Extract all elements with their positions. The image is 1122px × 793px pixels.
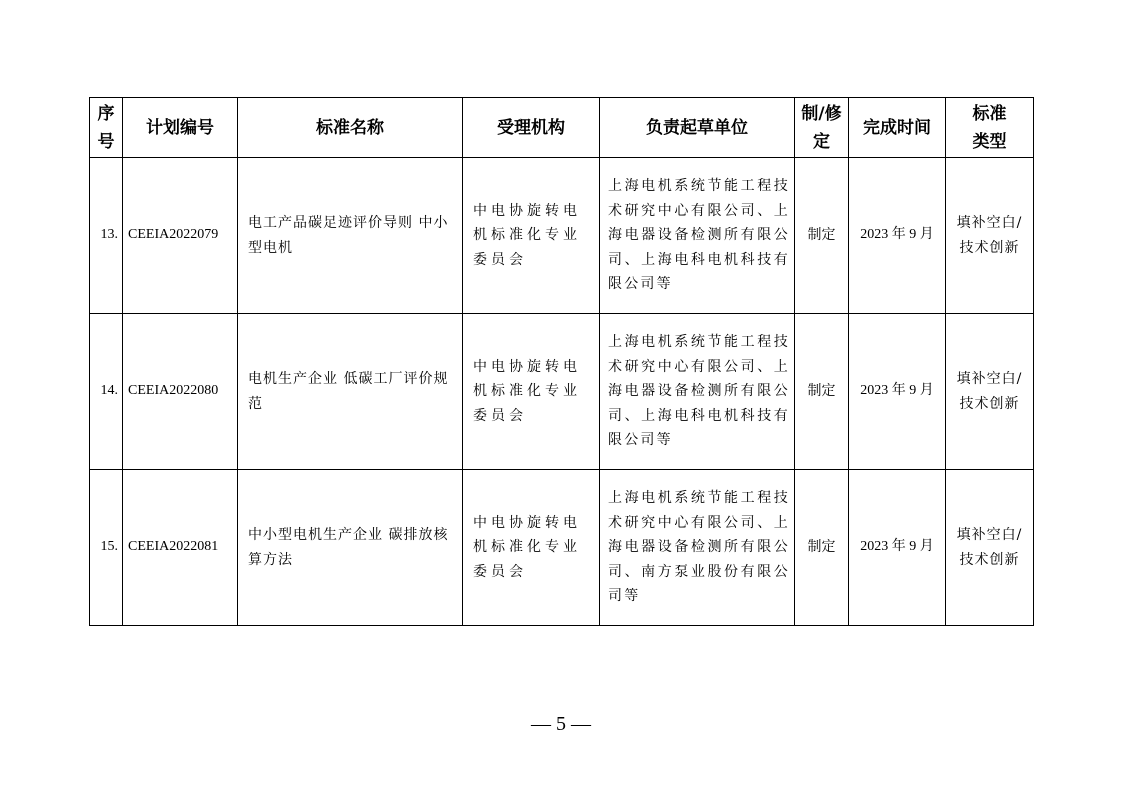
header-code-label: 计划编号 — [146, 117, 214, 138]
row-seq: 14. — [90, 314, 123, 470]
header-date-label: 完成时间 — [863, 117, 931, 138]
row-revision-type: 制定 — [795, 158, 849, 314]
row-standard-type: 填补空白/技术创新 — [946, 314, 1034, 470]
header-unit — [600, 98, 795, 158]
table-row — [90, 158, 1034, 314]
row-completion-date: 2023 年 9 月 — [849, 314, 946, 470]
row-completion-date: 2023 年 9 月 — [849, 158, 946, 314]
row-drafting-units: 上海电机系统节能工程技术研究中心有限公司、上海电器设备检测所有限公司、上海电科电机科技有限公司等 — [600, 314, 795, 470]
row-standard-name: 电工产品碳足迹评价导则 中小型电机 — [238, 158, 463, 314]
row-seq: 15. — [90, 470, 123, 626]
header-name — [238, 98, 463, 158]
row-accepting-org: 中电协旋转电机标准化专业委员会 — [463, 158, 600, 314]
header-code — [123, 98, 238, 158]
row-drafting-units: 上海电机系统节能工程技术研究中心有限公司、上海电器设备检测所有限公司、上海电科电机科技有限公司等 — [600, 158, 795, 314]
row-accepting-org: 中电协旋转电机标准化专业委员会 — [463, 470, 600, 626]
row-plan-code: CEEIA2022079 — [123, 158, 238, 314]
row-completion-date: 2023 年 9 月 — [849, 470, 946, 626]
header-revision — [795, 98, 849, 158]
header-revision-label: 制/修定 — [801, 103, 842, 152]
header-name-label: 标准名称 — [316, 117, 384, 138]
table-row — [90, 314, 1034, 470]
header-type-label: 标准类型 — [972, 103, 1007, 152]
row-revision-type: 制定 — [795, 470, 849, 626]
row-drafting-units: 上海电机系统节能工程技术研究中心有限公司、上海电器设备检测所有限公司、南方泵业股份有限公司等 — [600, 470, 795, 626]
row-standard-type: 填补空白/技术创新 — [946, 158, 1034, 314]
header-seq — [90, 98, 123, 158]
header-org — [463, 98, 600, 158]
row-plan-code: CEEIA2022080 — [123, 314, 238, 470]
table-header-row — [90, 98, 1034, 158]
row-plan-code: CEEIA2022081 — [123, 470, 238, 626]
table-row — [90, 470, 1034, 626]
header-date — [849, 98, 946, 158]
page-number: — 5 — — [531, 713, 591, 735]
header-org-label: 受理机构 — [497, 117, 565, 138]
row-standard-name: 电机生产企业 低碳工厂评价规范 — [238, 314, 463, 470]
row-seq: 13. — [90, 158, 123, 314]
row-revision-type: 制定 — [795, 314, 849, 470]
header-unit-label: 负责起草单位 — [646, 117, 748, 138]
row-standard-name: 中小型电机生产企业 碳排放核算方法 — [238, 470, 463, 626]
header-seq-label: 序号 — [97, 103, 115, 152]
standards-plan-table — [89, 97, 1034, 626]
row-standard-type: 填补空白/技术创新 — [946, 470, 1034, 626]
header-type — [946, 98, 1034, 158]
row-accepting-org: 中电协旋转电机标准化专业委员会 — [463, 314, 600, 470]
